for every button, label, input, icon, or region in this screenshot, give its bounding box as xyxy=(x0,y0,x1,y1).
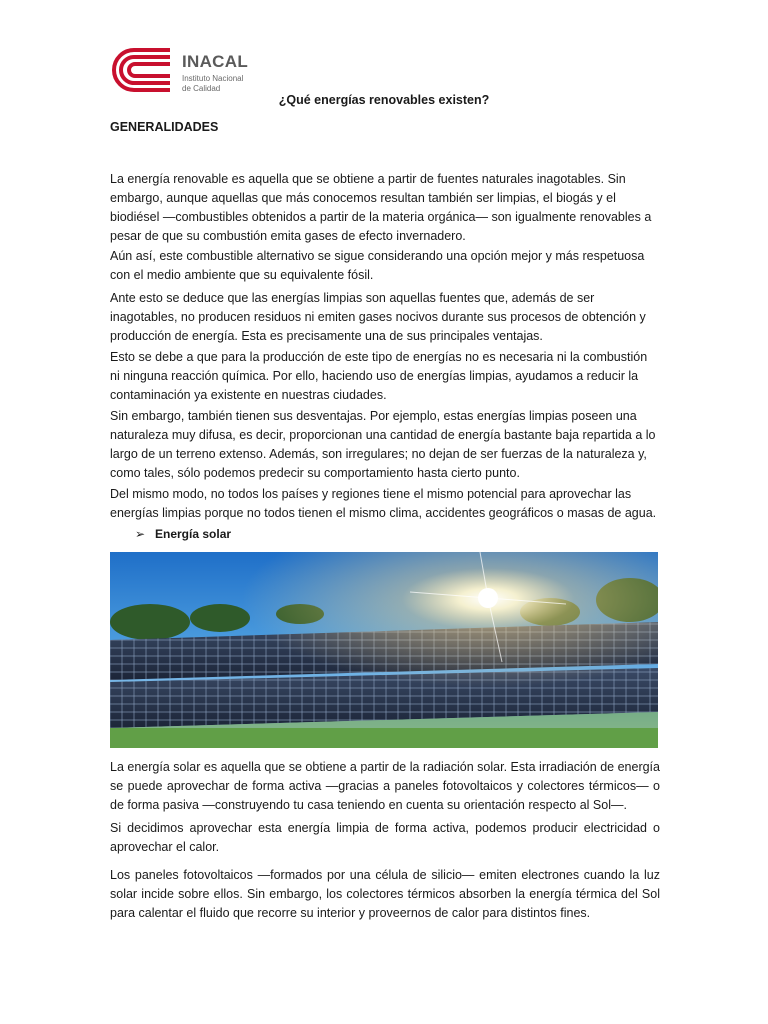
paragraph: Sin embargo, también tienen sus desventajas. Por ejemplo, estas energías limpias poseen una naturaleza muy difusa, es decir, proporcionan una cantidad de energía bastante baja repartida a lo largo de un terreno extenso. Además, son irregulares; no dejan de ser fuerzas de la naturaleza y, como tales, sólo podemos predecir su comportamiento hasta cierto punto. xyxy=(110,409,656,480)
paragraph: Si decidimos aprovechar esta energía limpia de forma activa, podemos producir electricidad o aprovechar el calor. xyxy=(110,821,660,854)
paragraph: Los paneles fotovoltaicos —formados por una célula de silicio— emiten electrones cuando la luz solar incide sobre ellos. Sin embargo, los colectores térmicos absorben la energía térmica del Sol para calentar el fluido que recorre su interior y proveernos de calor para distintos fines. xyxy=(110,868,660,920)
paragraph: Aún así, este combustible alternativo se sigue considerando una opción mejor y más respetuosa con el medio ambiente que su equivalente fósil. xyxy=(110,249,645,282)
paragraph: Ante esto se deduce que las energías limpias son aquellas fuentes que, además de ser inagotables, no producen residuos ni emiten gases nocivos durante sus procesos de obtención y producción de energía. Esta es precisamente una de sus principales ventajas. xyxy=(110,291,646,343)
bullet-item-energia-solar xyxy=(135,527,231,541)
inacal-logo-icon xyxy=(108,44,174,96)
document-title: ¿Qué energías renovables existen? xyxy=(278,93,490,107)
paragraph: Esto se debe a que para la producción de este tipo de energías no es necesaria ni la combustión ni ninguna reacción química. Por ello, haciendo uso de energías limpias, ayudamos a reducir la contaminación ya existente en nuestras ciudades. xyxy=(110,350,648,402)
logo-subtitle-line2: de Calidad xyxy=(182,84,221,93)
paragraph: Del mismo modo, no todos los países y regiones tiene el mismo potencial para aprovechar las energías limpias porque no todos tienen el mismo clima, accidentes geográficos o masas de agua. xyxy=(110,487,657,520)
solar-panels-photo xyxy=(110,552,658,748)
inacal-logo xyxy=(108,44,288,96)
paragraph: La energía renovable es aquella que se obtiene a partir de fuentes naturales inagotables. Sin embargo, aunque aquellas que más conocemos resultan también ser limpias, el biogás y el biodiésel —combustibles obtenidos a partir de la materia orgánica— son igualmente renovables a pesar de que su combustión emita gases de efecto invernadero. xyxy=(110,172,652,243)
section-heading: GENERALIDADES xyxy=(110,120,219,134)
logo-name: INACAL xyxy=(182,52,249,71)
bullet-label: Energía solar xyxy=(155,527,232,541)
logo-subtitle-line1: Instituto Nacional xyxy=(182,74,244,83)
paragraph: La energía solar es aquella que se obtiene a partir de la radiación solar. Esta irradiación de energía se puede aprovechar de forma activa —gracias a paneles fotovoltaicos y colectores térmicos— o de forma pasiva —construyendo tu casa teniendo en cuenta su orientación respecto al Sol—. xyxy=(110,760,660,812)
logo-subtitle xyxy=(182,74,282,94)
arrow-bullet-icon: ➢ xyxy=(135,527,146,541)
